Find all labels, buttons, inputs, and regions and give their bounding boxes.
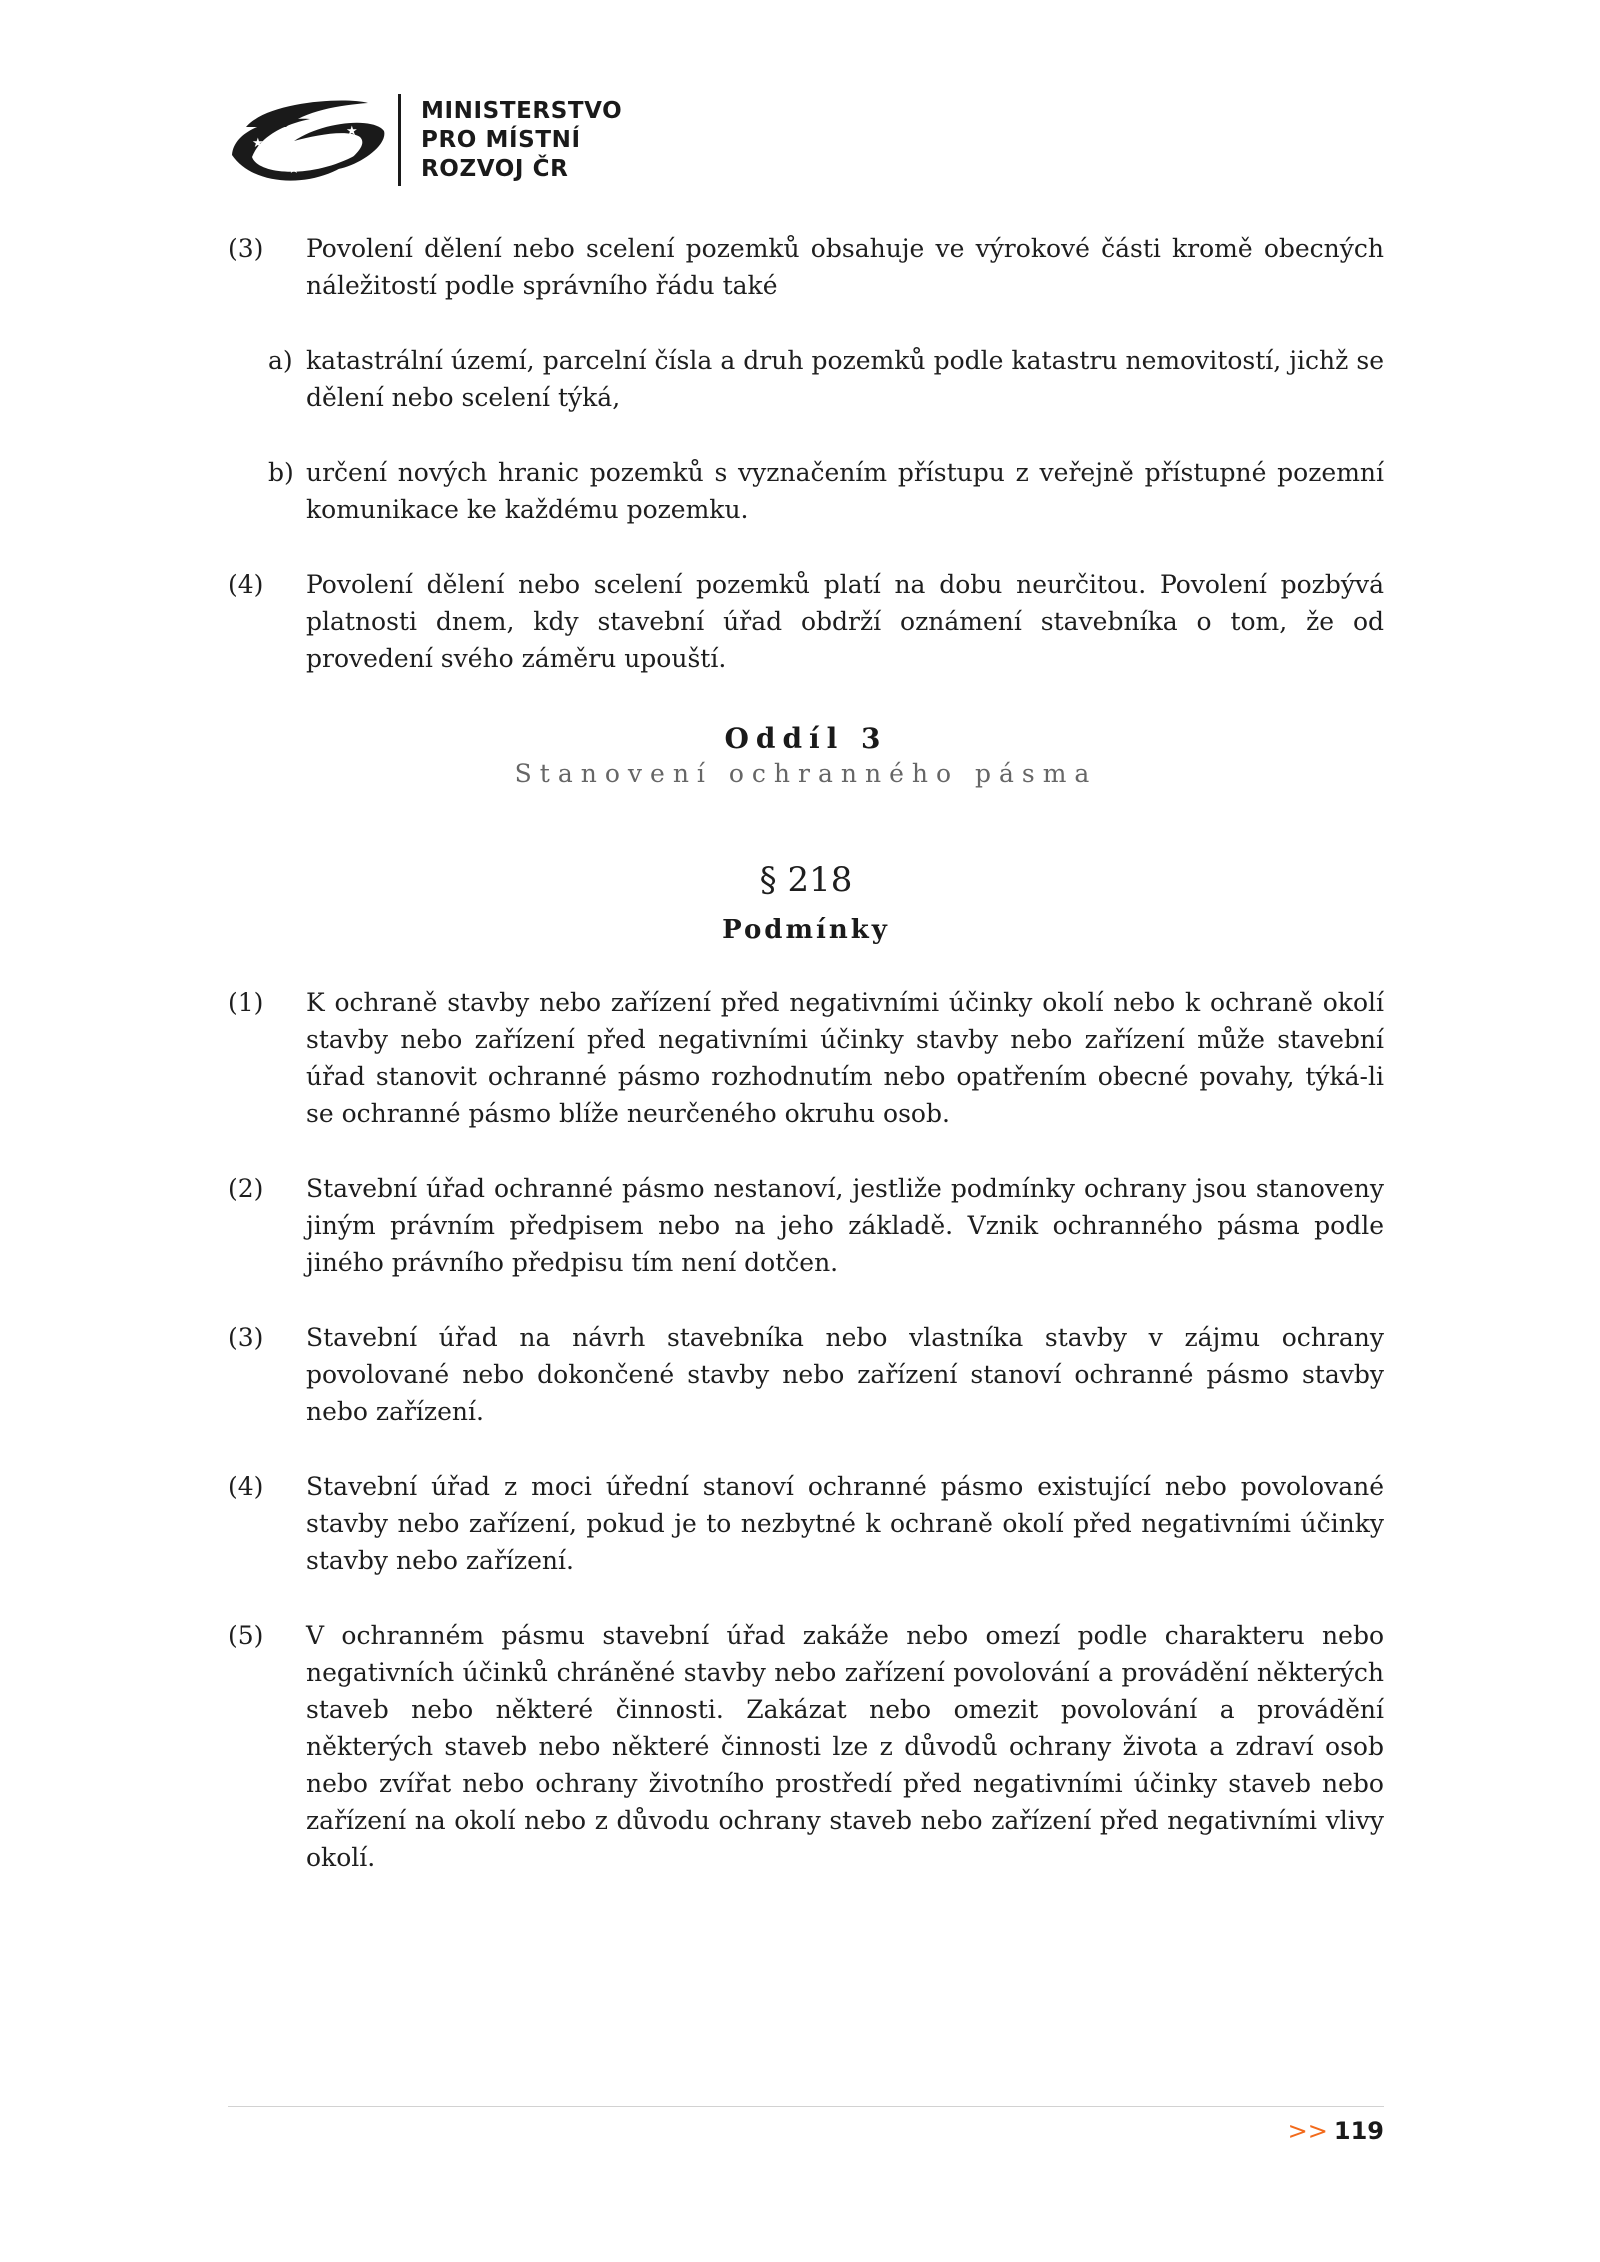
svg-text:★: ★ xyxy=(288,161,300,177)
page-arrow-icon: >> xyxy=(1287,2117,1328,2145)
logo-line: MINISTERSTVO xyxy=(421,97,623,124)
svg-text:★: ★ xyxy=(258,147,270,163)
clause-4 xyxy=(228,566,1384,677)
clause-text: Stavební úřad ochranné pásmo nestanoví, jestliže podmínky ochrany jsou stanoveny jiným právním předpisem nebo na jeho základě. Vznik ochranného pásma podle jiného právního předpisu tím není dotčen. xyxy=(306,1174,1384,1277)
svg-text:★: ★ xyxy=(272,157,284,173)
item-letter: b) xyxy=(268,458,294,487)
clause-number: (5) xyxy=(228,1621,264,1650)
clause-item-b xyxy=(268,454,1384,528)
clause-3 xyxy=(228,1319,1384,1430)
clause-2 xyxy=(228,1170,1384,1281)
clause-text: Povolení dělení nebo scelení pozemků platí na dobu neurčitou. Povolení pozbývá platnosti dnem, kdy stavební úřad obdrží oznámení stavebníka o tom, že od provedení svého záměru upouští. xyxy=(306,570,1384,673)
svg-text:★: ★ xyxy=(346,123,358,139)
item-letter: a) xyxy=(268,346,293,375)
clause-3 xyxy=(228,230,1384,304)
clause-text: Povolení dělení nebo scelení pozemků obsahuje ve výrokové části kromě obecných náležitostí podle správního řádu také xyxy=(306,234,1384,300)
header xyxy=(228,90,622,190)
clause-item-a xyxy=(268,342,1384,416)
clause-number: (1) xyxy=(228,988,264,1017)
clause-4 xyxy=(228,1468,1384,1579)
paragraph-heading: Podmínky xyxy=(722,915,890,945)
clause-1 xyxy=(228,984,1384,1132)
clause-text: Stavební úřad na návrh stavebníka nebo vlastníka stavby v zájmu ochrany povolované nebo dokončené stavby nebo zařízení stanoví ochranné pásmo stavby nebo zařízení. xyxy=(306,1323,1384,1426)
section-subtitle: Stanovení ochranného pásma xyxy=(514,759,1098,788)
clause-number: (3) xyxy=(228,1323,264,1352)
footer-divider xyxy=(228,2106,1384,2107)
logo-divider xyxy=(398,94,401,186)
clause-5 xyxy=(228,1617,1384,1876)
logo-line: ROZVOJ ČR xyxy=(421,155,569,182)
paragraph-sign: § 218 xyxy=(759,860,853,900)
clause-text: K ochraně stavby nebo zařízení před negativními účinky okolí nebo k ochraně okolí stavby nebo zařízení před negativními účinky stavby nebo zařízení může stavební úřad stanovit ochranné pásmo rozhodnutím nebo opatřením obecné povahy, týká-li se ochranné pásmo blíže neurčeného okruhu osob. xyxy=(306,988,1384,1128)
page-number-value: 119 xyxy=(1333,2117,1384,2145)
logo-text xyxy=(421,97,622,184)
item-text: určení nových hranic pozemků s vyznačením přístupu z veřejně přístupné pozemní komunikace ke každému pozemku. xyxy=(306,458,1384,524)
mmr-logo-icon xyxy=(228,93,388,188)
clause-number: (3) xyxy=(228,234,264,263)
clause-text: Stavební úřad z moci úřední stanoví ochranné pásmo existující nebo povolované stavby nebo zařízení, pokud je to nezbytné k ochraně okolí před negativními účinky stavby nebo zařízení. xyxy=(306,1472,1384,1575)
logo-line: PRO MÍSTNÍ xyxy=(421,126,581,153)
clause-text: V ochranném pásmu stavební úřad zakáže nebo omezí podle charakteru nebo negativních účinků chráněné stavby nebo zařízení povolování a provádění některých staveb nebo některé činnosti. Zakázat nebo omezit povolování a provádění některých staveb nebo některé činnosti lze z důvodů ochrany života a zdraví osob nebo zvířat nebo ochrany životního prostředí před negativními účinky staveb nebo zařízení na okolí nebo z důvodu ochrany staveb nebo zařízení před negativními vlivy okolí. xyxy=(306,1621,1384,1872)
clause-number: (4) xyxy=(228,570,264,599)
item-text: katastrální území, parcelní čísla a druh pozemků podle katastru nemovitostí, jichž se dělení nebo scelení týká, xyxy=(306,346,1384,412)
svg-text:★: ★ xyxy=(324,143,336,159)
svg-text:★: ★ xyxy=(252,135,264,151)
clause-number: (4) xyxy=(228,1472,264,1501)
svg-text:★: ★ xyxy=(336,133,348,149)
document-body xyxy=(228,230,1384,1876)
page-number xyxy=(1288,2114,1384,2148)
section-title: Oddíl 3 xyxy=(724,722,888,755)
clause-number: (2) xyxy=(228,1174,264,1203)
